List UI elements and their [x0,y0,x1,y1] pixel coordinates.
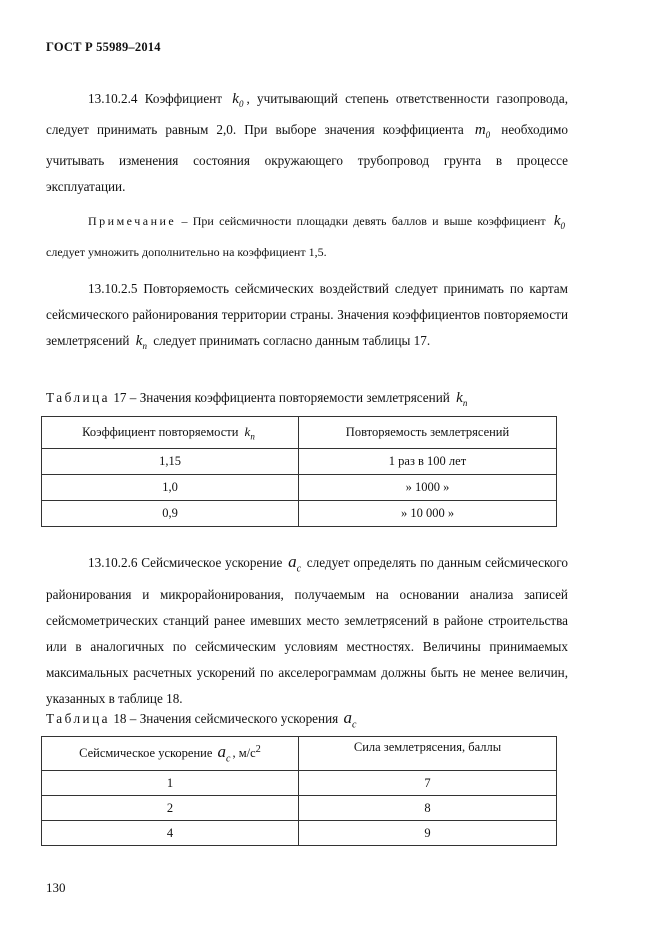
formula-subscript: п [250,431,255,442]
table-row [42,796,557,821]
table-header-cell [42,737,299,771]
formula-symbol: m [474,122,486,138]
formula-symbol: a [343,708,352,727]
table-cell: » 1000 » [299,475,557,501]
note-block [46,208,568,265]
formula-symbol: k [456,390,463,406]
table-header-row [42,737,557,771]
table-18 [41,736,557,846]
paragraph-text: Повторяемость сейсмических воздействий следует принимать по картам сейсмического районирования территории страны. Значения коэффициентов повторяемости землетрясений [46,281,568,348]
table-header-cell: Повторяемость землетрясений [299,417,557,449]
formula-k0 [229,91,246,107]
formula-k0 [551,213,568,229]
table-cell: 7 [299,771,557,796]
caption-text: 17 – Значения коэффициента повторяемости землетрясений [110,390,454,405]
formula-subscript: 0 [238,99,244,109]
header-text: Сейсмическое ускорение [79,746,216,761]
table-row [42,449,557,475]
formula-symbol: a [217,742,227,762]
formula-kn [453,390,470,406]
formula-ac [286,552,303,575]
formula-subscript: п [142,341,147,351]
formula-kn [133,333,150,349]
unit-text: , м/с [232,746,256,761]
header-text: Коэффициент повторяемости [82,424,242,439]
formula-ac [342,708,359,731]
formula-subscript: 0 [560,221,565,231]
table-header-row [42,417,557,449]
formula-symbol: k [232,91,239,107]
paragraph-text: Сейсмическое ускорение [137,555,287,570]
table-row [42,821,557,846]
table-17 [41,416,557,527]
table-18-caption [46,708,358,735]
formula-symbol: a [288,552,297,571]
page-number: 130 [46,880,66,895]
table-cell: 1,0 [42,475,299,501]
paragraph-text: следует принимать согласно данным таблицы 17. [149,333,431,348]
table-17-caption [46,388,470,413]
clause-number: 13.10.2.5 [88,281,138,296]
paragraph-text: , учитывающий степень ответственности газопровода, следует принимать равным 2,0. При выборе значения коэффициента [46,91,568,137]
formula-subscript: 0 [485,130,491,140]
note-label: Примечание [88,214,177,228]
formula-subscript: c [352,719,357,731]
note-text: – При сейсмичности площадки девять баллов и выше коэффициент [176,214,551,228]
formula-subscript: п [462,398,468,408]
document-header: ГОСТ Р 55989–2014 [46,40,161,54]
table-cell: 9 [299,821,557,846]
formula-m0 [472,122,493,138]
paragraph-text: необходимо учитывать изменения состояния окружающего трубопровод грунта в процессе эксплуатации. [46,122,568,194]
caption-label: Таблица [46,711,111,726]
table-cell: 4 [42,821,299,846]
table-row [42,475,557,501]
paragraph-13-10-2-5 [46,276,568,359]
formula-subscript: c [296,563,302,575]
paragraph-text: следует определять по данным сейсмического районирования и микрорайонирования, получаемым на основании анализа записей сейсмометрических станций ранее имевших место землетрясений в районе строительства или в аналогичных по сейсмическим условиям местностях. Величины принимаемых максимальных расчетных ускорений по акселерограммам должны быть не менее величин, указанных в таблице 18. [46,555,568,707]
note-text: следует умножить дополнительно на коэффициент 1,5. [46,245,327,259]
table-header-cell [42,417,299,449]
table-row [42,501,557,527]
table-cell: 8 [299,796,557,821]
formula-subscript: c [226,753,231,765]
clause-number: 13.10.2.6 [88,555,138,570]
formula-symbol: k [244,423,251,439]
table-cell: 1 раз в 100 лет [299,449,557,475]
table-cell: » 10 000 » [299,501,557,527]
table-cell: 0,9 [42,501,299,527]
unit-superscript: 2 [255,744,261,756]
paragraph-13-10-2-6 [46,549,568,712]
caption-text: 18 – Значения сейсмического ускорения [110,711,342,726]
table-row [42,771,557,796]
table-cell: 1 [42,771,299,796]
clause-number: 13.10.2.4 [88,91,138,106]
paragraph-text: Коэффициент [137,91,230,106]
table-cell: 1,15 [42,449,299,475]
formula-ac [216,742,233,765]
formula-kn [242,423,258,442]
table-cell: 2 [42,796,299,821]
formula-symbol: k [553,213,561,229]
table-header-cell: Сила землетрясения, баллы [299,737,557,771]
caption-label: Таблица [46,390,111,405]
paragraph-13-10-2-4 [46,86,568,200]
formula-symbol: k [135,333,143,349]
